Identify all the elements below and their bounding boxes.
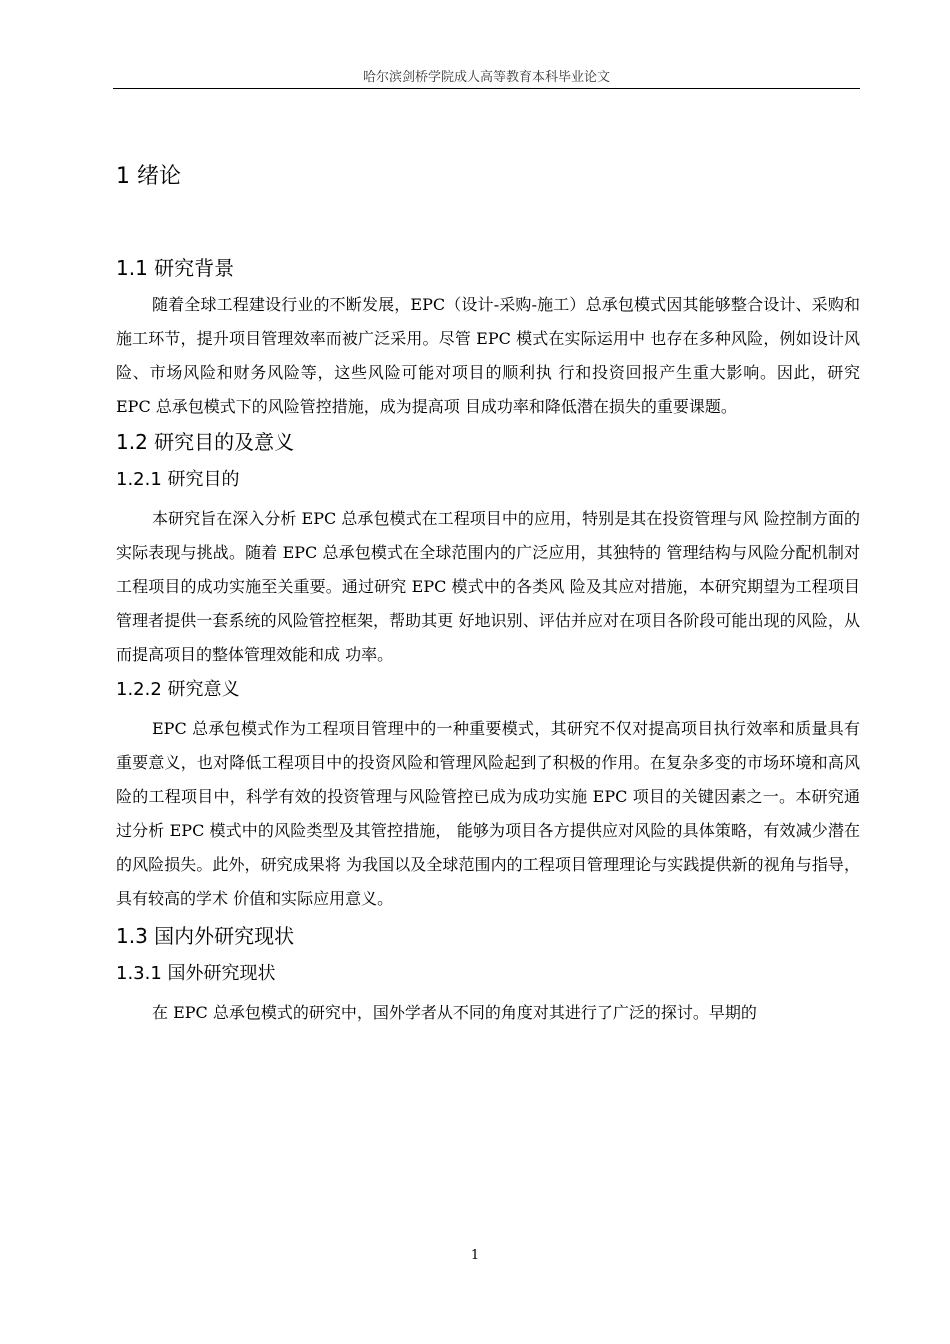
- paragraph-significance: EPC 总承包模式作为工程项目管理中的一种重要模式，其研究不仅对提高项目执行效率和质量具有重要意义，也对降低工程项目中的投资风险和管理风险起到了积极的作用。在复杂多变的市场环境和高风险的工程项目中，科学有效的投资管理与风险管控已成为成功实施 EPC 项目的关键因素之一。本研究通过分析 EPC 模式中的风险类型及其管控措施， 能够为项目各方提供应对风险的具体策略，有效减少潜在的风险损失。此外，研究成果将 为我国以及全球范围内的工程项目管理理论与实践提供新的视角与指导，具有较高的学术 价值和实际应用意义。: [116, 719, 860, 908]
- paragraph-background: 随着全球工程建设行业的不断发展，EPC（设计-采购-施工）总承包模式因其能够整合设计、采购和施工环节，提升项目管理效率而被广泛采用。尽管 EPC 模式在实际运用中 也存在多种风险，例如设计风险、市场风险和财务风险等，这些风险可能对项目的顺利执 行和投资回报产生重大影响。因此，研究 EPC 总承包模式下的风险管控措施，成为提高项 目成功率和降低潜在损失的重要课题。: [116, 295, 860, 416]
- header-rule: [113, 88, 860, 89]
- paragraph-purpose: 本研究旨在深入分析 EPC 总承包模式在工程项目中的应用，特别是其在投资管理与风 险控制方面的实际表现与挑战。随着 EPC 总承包模式在全球范围内的广泛应用，其独特的 管理结构与风险分配机制对工程项目的成功实施至关重要。通过研究 EPC 模式中的各类风 险及其应对措施，本研究期望为工程项目管理者提供一套系统的风险管控框架，帮助其更 好地识别、评估并应对在项目各阶段可能出现的风险，从而提高项目的整体管理效能和成 功率。: [116, 509, 860, 664]
- chapter-heading: 1 绪论: [116, 164, 181, 189]
- subsection-heading-1-3-1: 1.3.1 国外研究现状: [116, 963, 276, 984]
- section-heading-1-3: 1.3 国内外研究现状: [116, 924, 295, 948]
- subsection-heading-1-2-2: 1.2.2 研究意义: [116, 679, 240, 700]
- running-header: 哈尔滨剑桥学院成人高等教育本科毕业论文: [362, 70, 610, 85]
- section-heading-1-1: 1.1 研究背景: [116, 256, 235, 280]
- section-heading-1-2: 1.2 研究目的及意义: [116, 430, 295, 454]
- paragraph-foreign-research: 在 EPC 总承包模式的研究中，国外学者从不同的角度对其进行了广泛的探讨。早期的: [152, 1003, 757, 1022]
- body-content: [116, 150, 860, 1030]
- page-number: 1: [470, 1248, 480, 1263]
- subsection-heading-1-2-1: 1.2.1 研究目的: [116, 469, 240, 490]
